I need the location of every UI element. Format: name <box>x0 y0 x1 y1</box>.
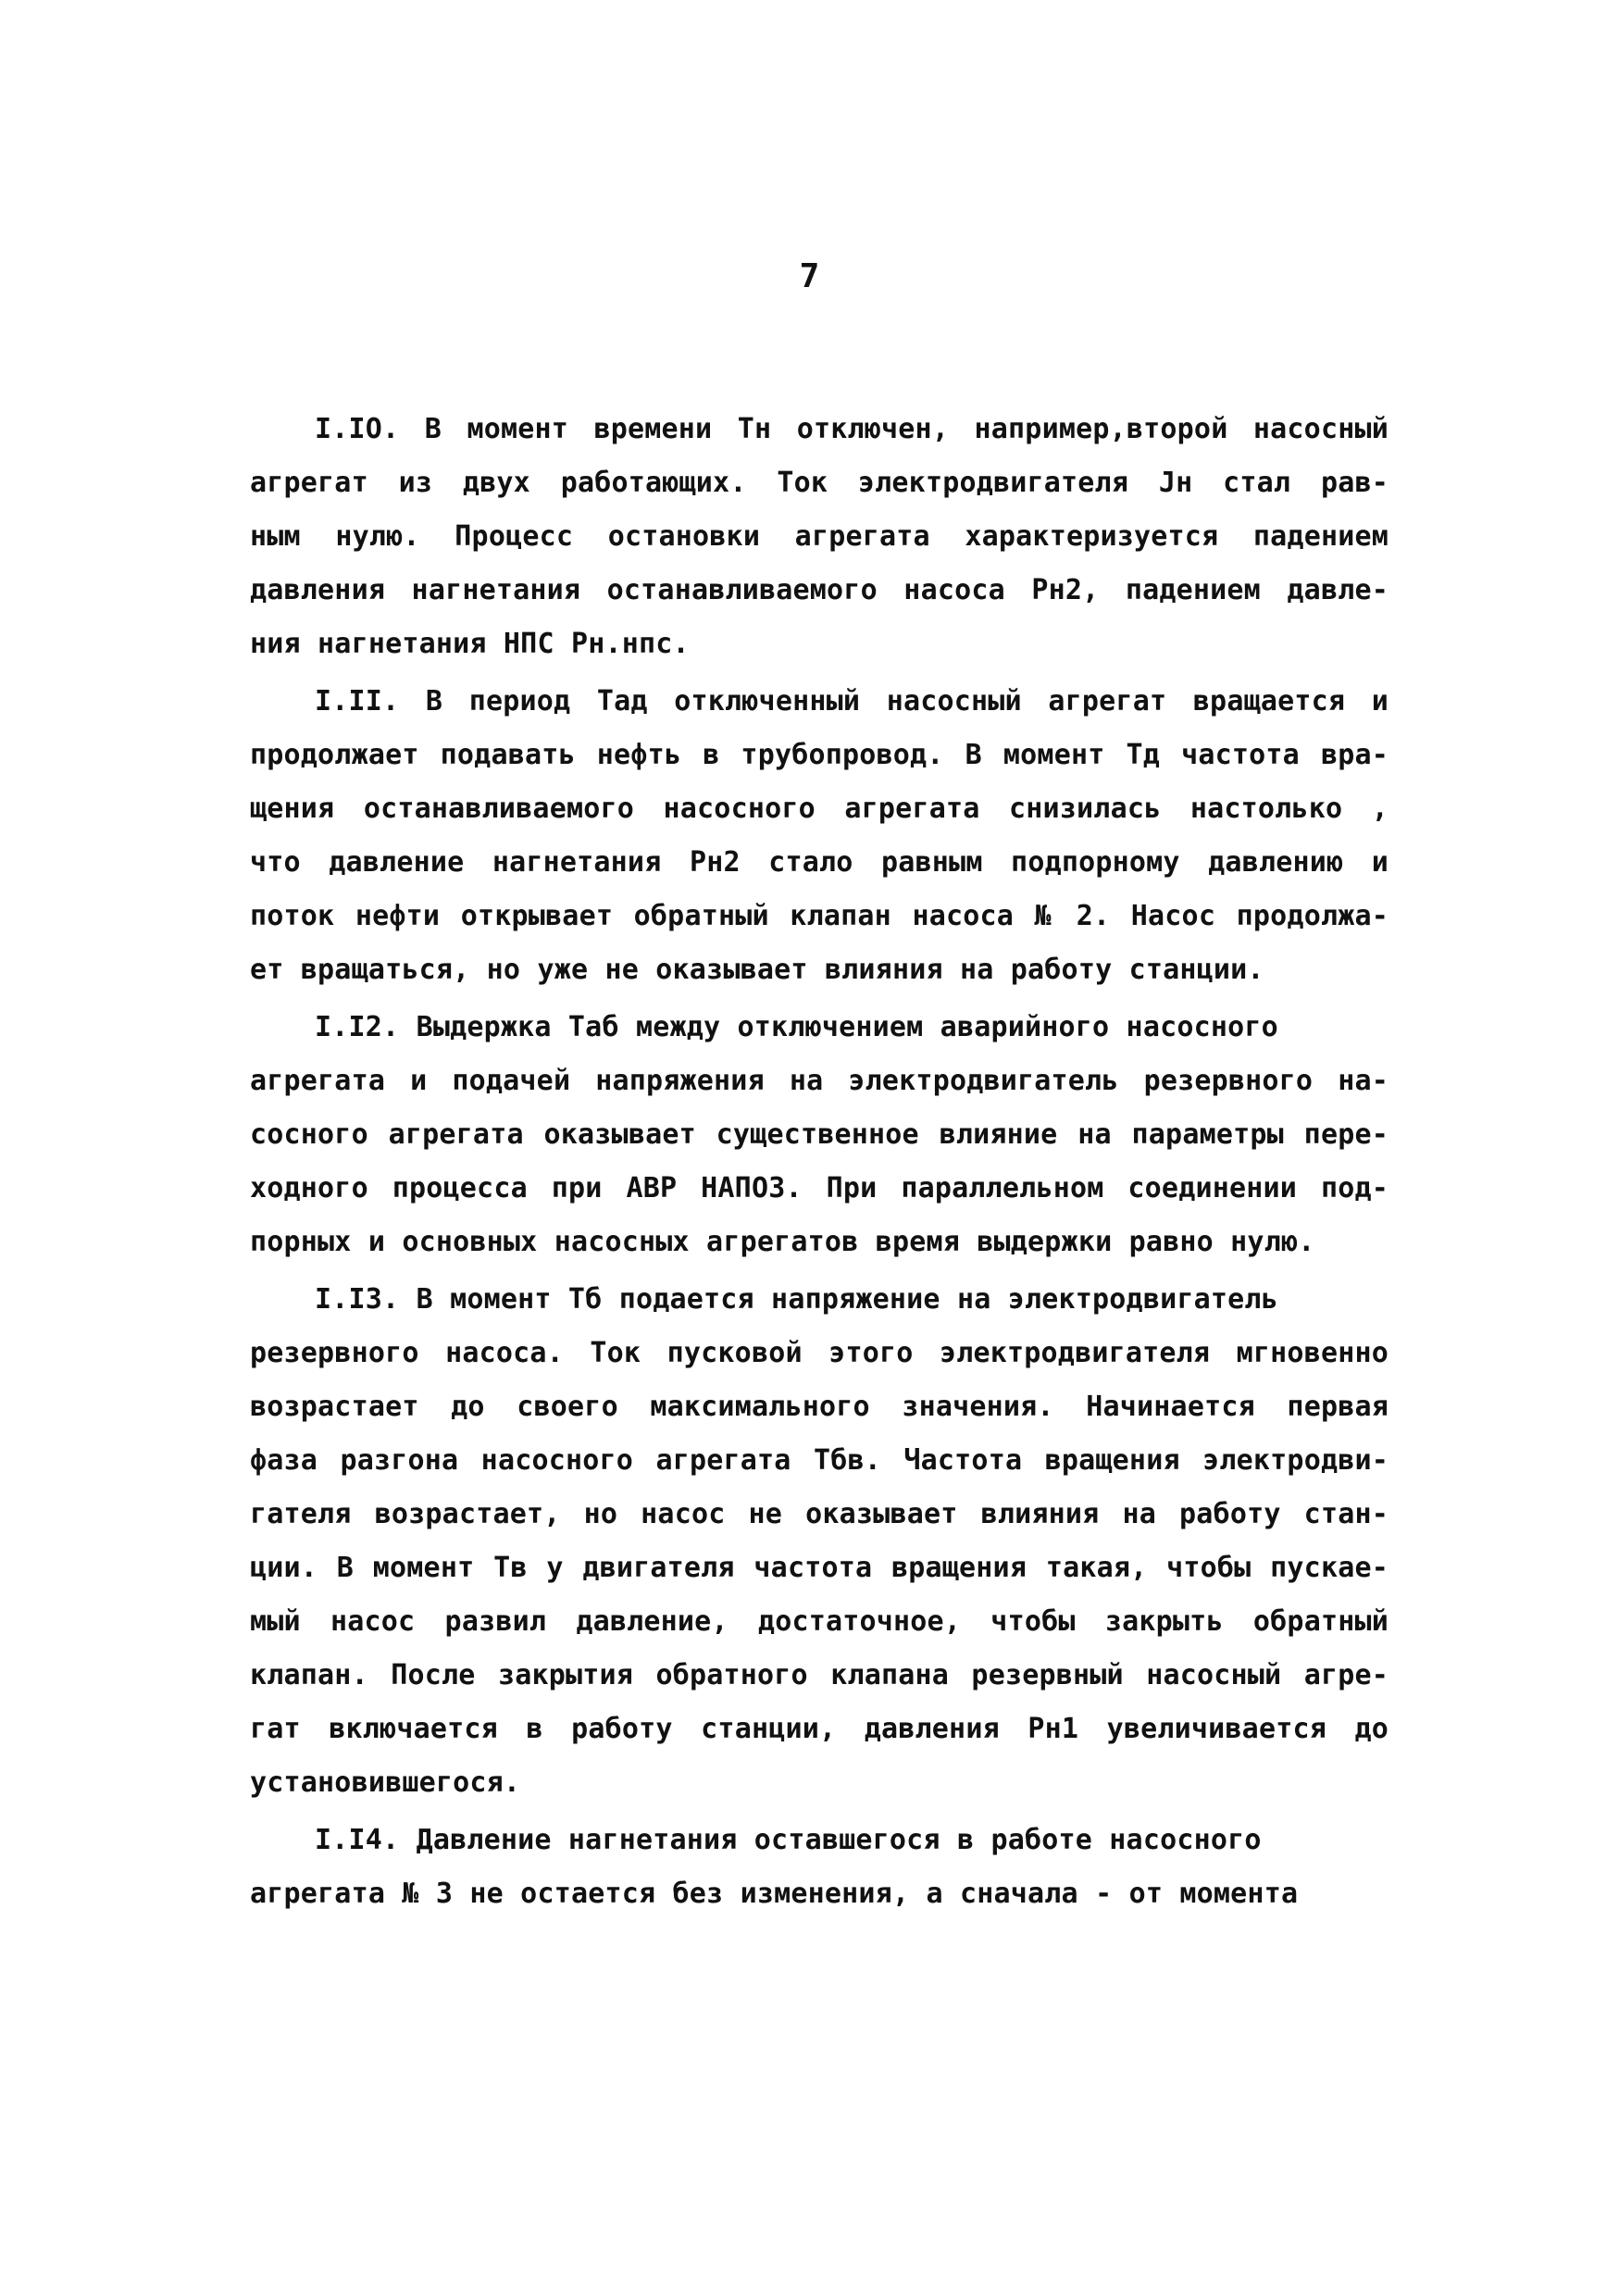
text-line: ходного процесса при АВР НАПОЗ. При параллельном соединении под- <box>250 1172 1389 1204</box>
text-line: порных и основных насосных агрегатов время выдержки равно нулю. <box>250 1226 1315 1258</box>
text-line: I.I2. Выдержка Таб между отключением аварийного насосного <box>315 1011 1278 1043</box>
paragraph-1-11 <box>250 675 1389 997</box>
text-line: I.II. В период Тад отключенный насосный агрегат вращается и <box>315 685 1389 718</box>
text-line: I.I3. В момент Тб подается напряжение на электродвигатель <box>315 1283 1278 1316</box>
text-line: ет вращаться, но уже не оказывает влияния на работу станции. <box>250 954 1264 986</box>
paragraph-1-10 <box>250 403 1389 671</box>
document-body <box>250 403 1389 1921</box>
text-line: давления нагнетания останавливаемого насоса Рн2, падением давле- <box>250 574 1389 606</box>
text-line: I.I4. Давление нагнетания оставшегося в работе насосного <box>315 1824 1262 1856</box>
page-number: 7 <box>799 257 820 295</box>
text-line: агрегат из двух работающих. Ток электродвигателя Jн стал рав- <box>250 467 1389 499</box>
paragraph-1-13 <box>250 1273 1389 1810</box>
text-line: сосного агрегата оказывает существенное влияние на параметры пере- <box>250 1118 1389 1151</box>
text-line: установившегося. <box>250 1766 521 1799</box>
text-line: резервного насоса. Ток пусковой этого электродвигателя мгновенно <box>250 1337 1389 1369</box>
text-line: ным нулю. Процесс остановки агрегата характеризуется падением <box>250 520 1389 553</box>
text-line: мый насос развил давление, достаточное, чтобы закрыть обратный <box>250 1605 1389 1638</box>
text-line: что давление нагнетания Рн2 стало равным подпорному давлению и <box>250 846 1389 879</box>
text-line: I.IO. В момент времени Тн отключен, например,второй насосный <box>315 413 1389 445</box>
text-line: продолжает подавать нефть в трубопровод. В момент Тд частота вра- <box>250 739 1389 771</box>
text-line: щения останавливаемого насосного агрегата снизилась настолько , <box>250 792 1389 825</box>
text-line: гателя возрастает, но насос не оказывает влияния на работу стан- <box>250 1498 1389 1530</box>
text-line: гат включается в работу станции, давления Рн1 увеличивается до <box>250 1713 1389 1745</box>
text-line: фаза разгона насосного агрегата Тбв. Частота вращения электродви- <box>250 1444 1389 1477</box>
text-line: ции. В момент Тв у двигателя частота вращения такая, чтобы пускае- <box>250 1552 1389 1584</box>
text-line: агрегата № 3 не остается без изменения, а сначала - от момента <box>250 1878 1299 1910</box>
text-line: поток нефти открывает обратный клапан насоса № 2. Насос продолжа- <box>250 900 1389 932</box>
paragraph-1-12 <box>250 1001 1389 1269</box>
text-line: клапан. После закрытия обратного клапана резервный насосный агре- <box>250 1659 1389 1691</box>
paragraph-1-14 <box>250 1814 1389 1921</box>
text-line: ния нагнетания НПС Рн.нпс. <box>250 628 690 660</box>
text-line: агрегата и подачей напряжения на электродвигатель резервного на- <box>250 1065 1389 1097</box>
text-line: возрастает до своего максимального значения. Начинается первая <box>250 1391 1389 1423</box>
